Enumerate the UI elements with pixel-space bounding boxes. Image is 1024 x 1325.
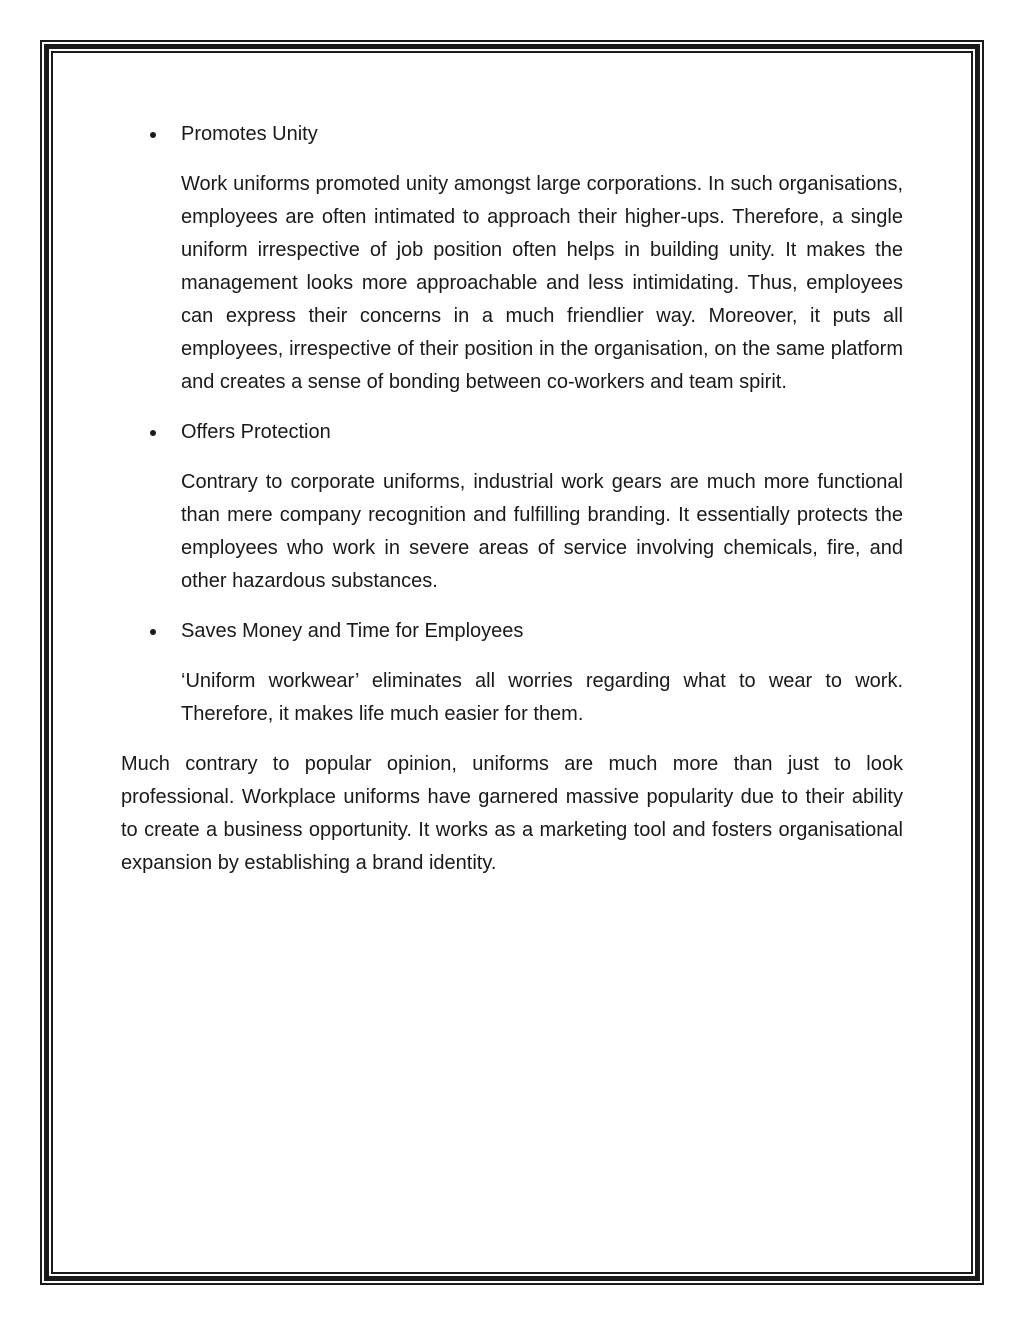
bullet-icon <box>150 430 156 436</box>
section-paragraph: ‘Uniform workwear’ eliminates all worries regarding what to wear to work. Therefore, it makes life much easier for them. <box>181 670 903 725</box>
bullet-icon <box>150 132 156 138</box>
bullet-item-promotes-unity <box>121 118 903 151</box>
bullet-heading: Offers Protection <box>181 421 331 443</box>
closing-paragraph: Much contrary to popular opinion, uniforms are much more than just to look professional. Workplace uniforms have garnered massive popularity due to their ability to create a business opportunity. It works as a marketing tool and fosters organisational expansion by establishing a brand identity. <box>121 753 903 874</box>
bullet-item-offers-protection <box>121 416 903 449</box>
section-paragraph: Work uniforms promoted unity amongst large corporations. In such organisations, employees are often intimated to approach their higher-ups. Therefore, a single uniform irrespective of job position often helps in building unity. It makes the management looks more approachable and less intimidating. Thus, employees can express their concerns in a much friendlier way. Moreover, it puts all employees, irrespective of their position in the organisation, on the same platform and creates a sense of bonding between co-workers and team spirit. <box>181 173 903 393</box>
document-body <box>121 118 903 880</box>
bullet-heading: Saves Money and Time for Employees <box>181 620 524 642</box>
bullet-heading: Promotes Unity <box>181 123 318 145</box>
section-paragraph: Contrary to corporate uniforms, industrial work gears are much more functional than mere company recognition and fulfilling branding. It essentially protects the employees who work in severe areas of service involving chemicals, fire, and other hazardous substances. <box>181 471 903 592</box>
bullet-item-saves-money <box>121 615 903 648</box>
bullet-icon <box>150 629 156 635</box>
